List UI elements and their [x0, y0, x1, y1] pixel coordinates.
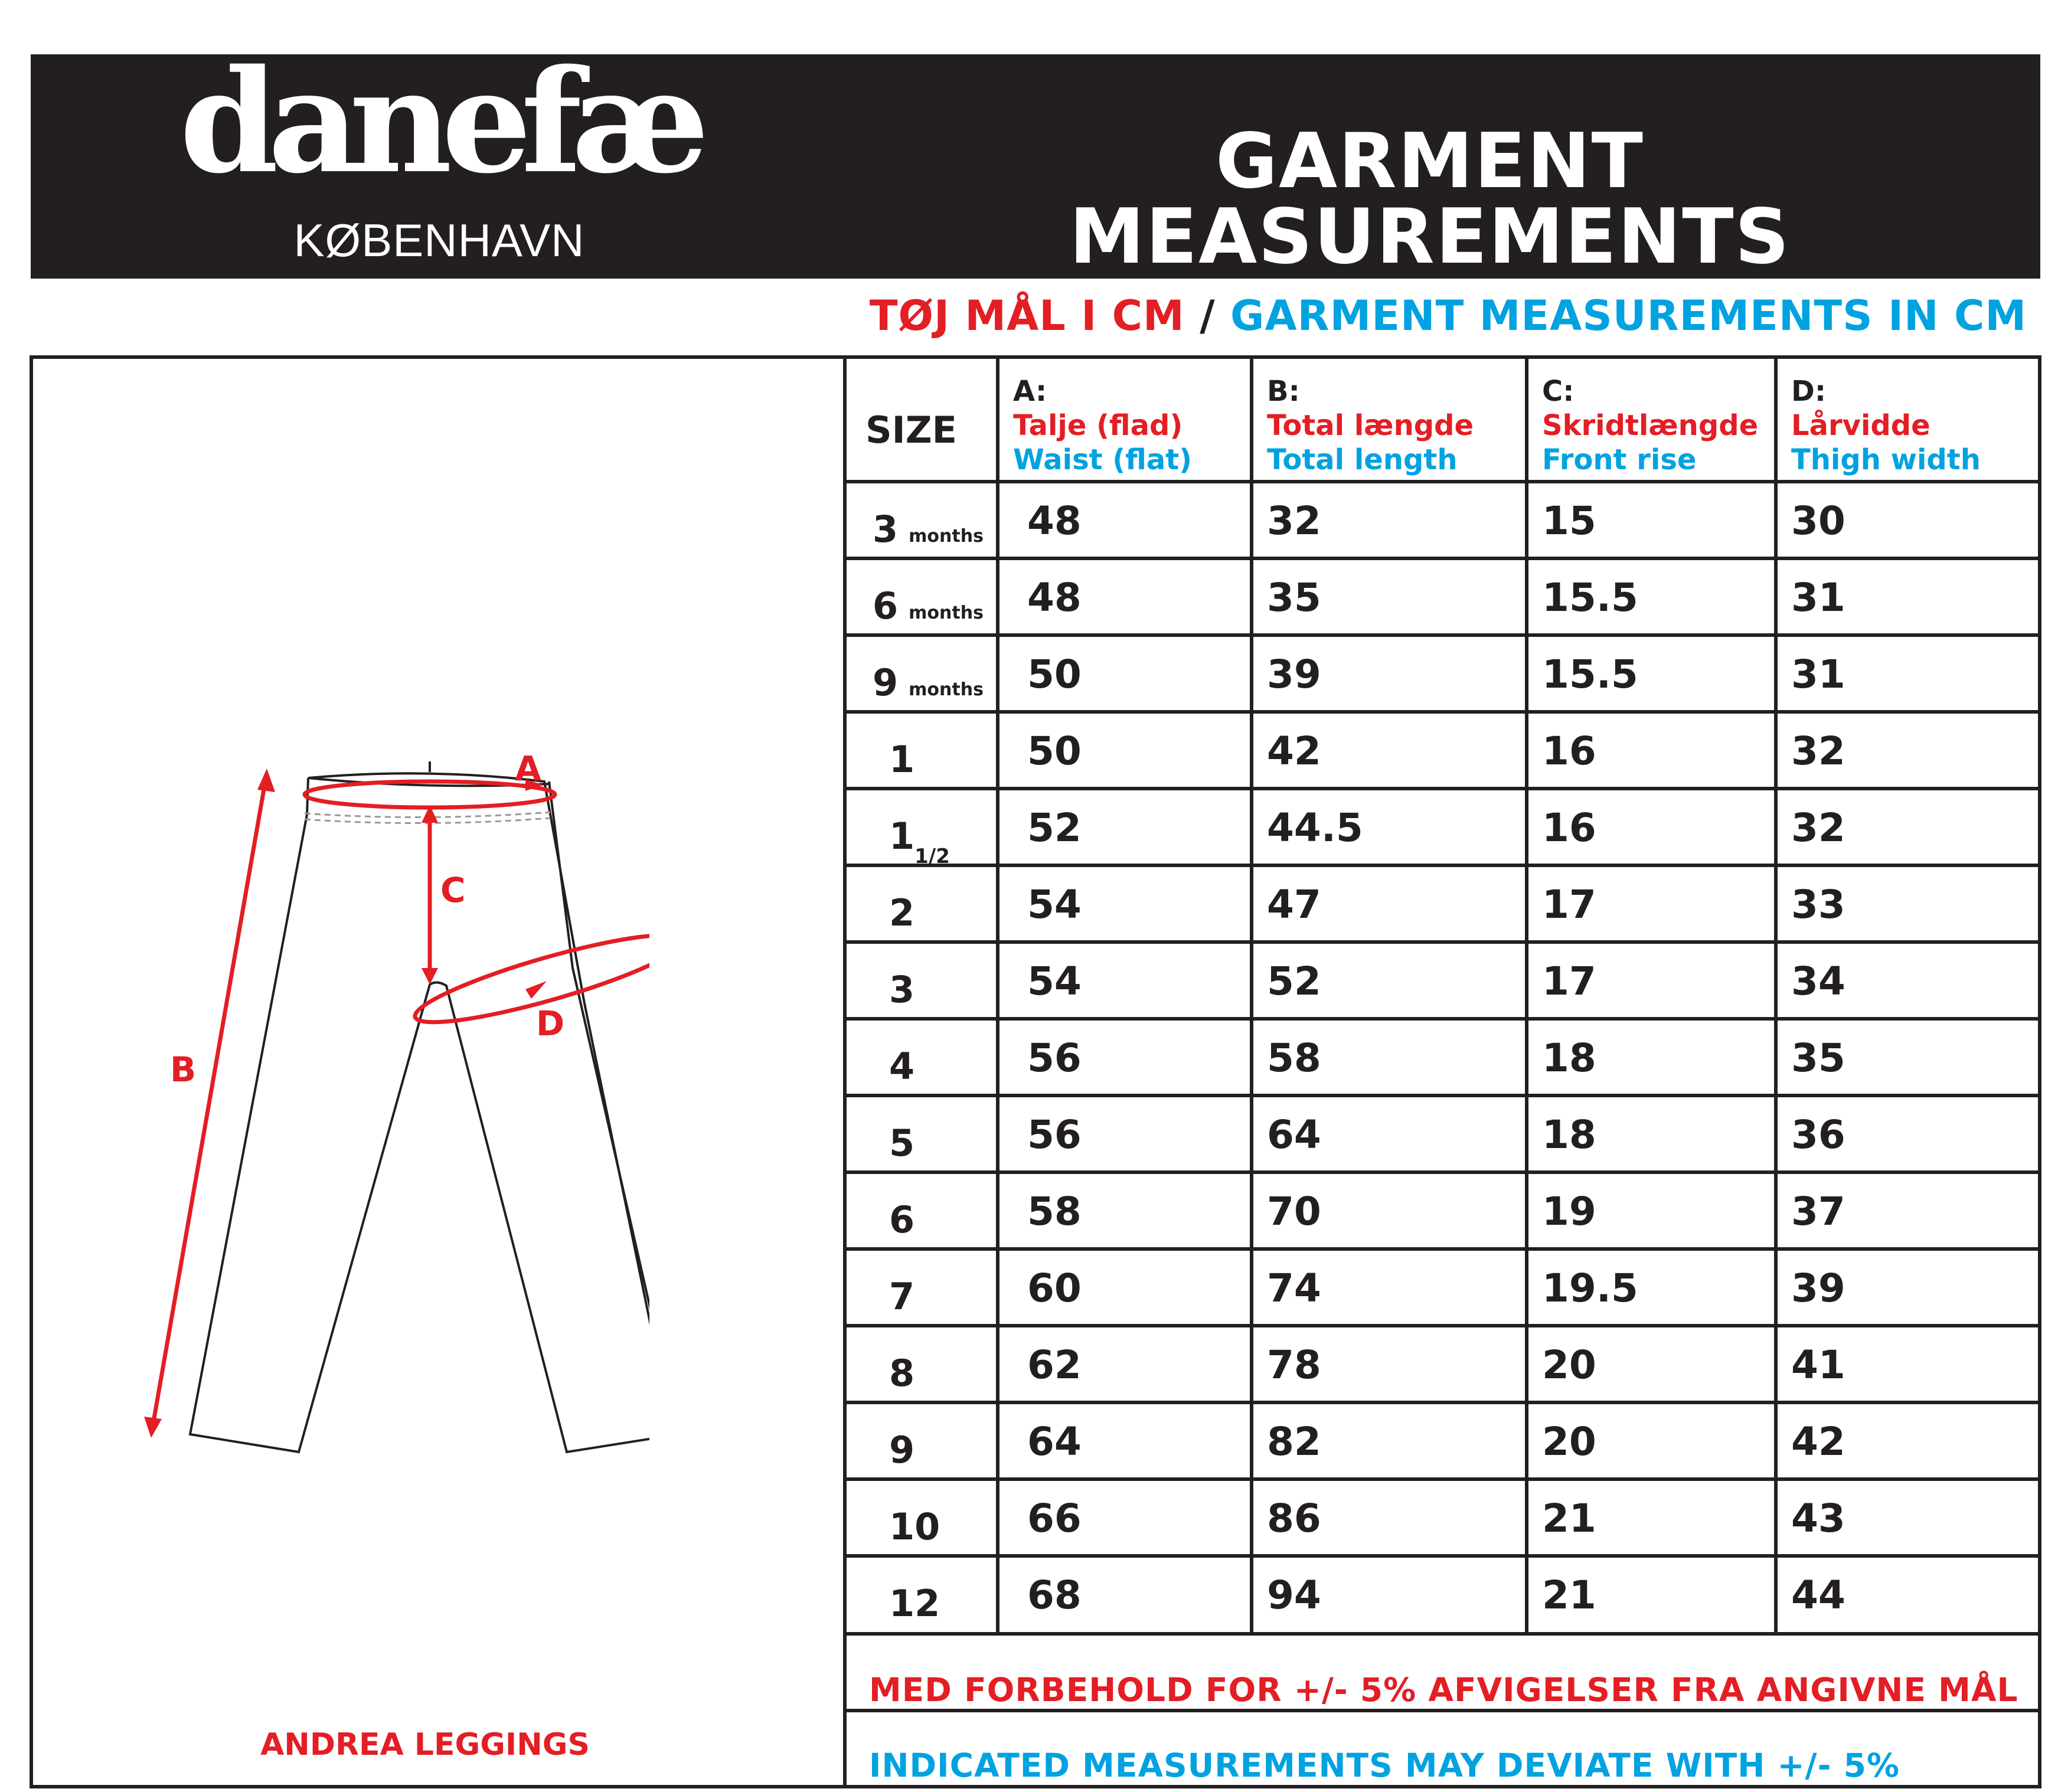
measurement-a: 60	[1027, 1265, 1082, 1311]
size-value: 2	[889, 891, 915, 934]
measurement-a: 54	[1027, 959, 1082, 1004]
size-value: 8	[889, 1352, 915, 1395]
measurement-b: 86	[1267, 1496, 1321, 1541]
measurement-d: 31	[1791, 652, 1845, 697]
row-divider	[847, 1017, 2038, 1021]
size-label	[889, 738, 915, 781]
garment-outline	[308, 773, 649, 1434]
measurement-a: 56	[1027, 1035, 1082, 1081]
size-value: 7	[889, 1275, 915, 1318]
size-value: 3	[873, 508, 899, 551]
column-header-a	[1013, 374, 1192, 477]
measurement-a: 50	[1027, 652, 1082, 697]
measurement-a: 48	[1027, 498, 1082, 544]
measurement-d: 44	[1791, 1572, 1845, 1618]
column-header-key: C:	[1542, 375, 1575, 408]
brand-city: KØBENHAVN	[293, 214, 585, 266]
measurement-a: 54	[1027, 882, 1082, 927]
column-header-key: A:	[1013, 375, 1047, 408]
column-header-danish: Lårvidde	[1791, 409, 1930, 442]
measurement-a: 64	[1027, 1419, 1082, 1464]
row-divider	[847, 1554, 2038, 1558]
row-divider	[847, 710, 2038, 714]
size-value: 4	[889, 1045, 915, 1088]
leggings-diagram	[118, 744, 649, 1476]
column-header-danish: Skridtlængde	[1542, 409, 1759, 442]
size-label	[873, 508, 984, 551]
row-divider	[847, 1477, 2038, 1481]
size-label	[889, 1428, 915, 1471]
row-divider	[847, 633, 2038, 637]
measurement-b: 52	[1267, 959, 1321, 1004]
measurement-d: 34	[1791, 959, 1845, 1004]
size-unit: months	[909, 679, 984, 700]
page-title: GARMENT MEASUREMENTS	[1069, 117, 1791, 281]
measurement-b: 35	[1267, 575, 1321, 620]
measurement-c: 17	[1542, 959, 1596, 1004]
measurement-c: 20	[1542, 1419, 1596, 1464]
column-divider	[1774, 359, 1778, 1634]
measurement-d: 32	[1791, 805, 1845, 851]
brand-logo: danefæ	[179, 38, 699, 205]
size-label	[889, 1505, 940, 1548]
size-label	[889, 1121, 915, 1165]
measurement-c: 21	[1542, 1496, 1596, 1541]
measurement-a: 50	[1027, 728, 1082, 774]
measurement-b: 47	[1267, 882, 1321, 927]
column-divider	[1250, 359, 1253, 1634]
measurement-d: 39	[1791, 1265, 1845, 1311]
product-name: ANDREA LEGGINGS	[260, 1727, 590, 1762]
measurement-d: 36	[1791, 1112, 1845, 1157]
row-divider	[847, 1170, 2038, 1174]
row-divider	[847, 864, 2038, 867]
label-d: D	[536, 1003, 565, 1044]
size-value: 6	[873, 584, 899, 627]
size-value: 1	[889, 738, 915, 781]
size-value: 3	[889, 968, 915, 1011]
subtitle-english: GARMENT MEASUREMENTS IN CM	[1230, 292, 2027, 340]
measurement-c: 19	[1542, 1189, 1596, 1234]
column-header-key: D:	[1791, 375, 1827, 408]
row-divider	[847, 1401, 2038, 1404]
size-label	[889, 1352, 915, 1395]
column-header-key: B:	[1267, 375, 1300, 408]
measurement-b: 64	[1267, 1112, 1321, 1157]
size-fraction: 1/2	[914, 845, 950, 868]
measurement-c: 18	[1542, 1035, 1596, 1081]
size-label	[889, 815, 950, 868]
measurement-c: 16	[1542, 805, 1596, 851]
size-value: 9	[889, 1428, 915, 1471]
measurement-d: 35	[1791, 1035, 1845, 1081]
size-value: 5	[889, 1121, 915, 1165]
measurement-c: 15.5	[1542, 575, 1638, 620]
measurement-d: 30	[1791, 498, 1845, 544]
row-divider	[847, 1247, 2038, 1251]
measurement-d: 42	[1791, 1419, 1845, 1464]
size-value: 1	[889, 815, 915, 858]
subtitle-danish: TØJ MÅL I CM	[869, 292, 1185, 340]
measurement-c: 19.5	[1542, 1265, 1638, 1311]
header-bar	[31, 38, 2040, 281]
label-c: C	[440, 870, 466, 910]
row-divider	[847, 940, 2038, 944]
measurement-c: 15.5	[1542, 652, 1638, 697]
measurement-a: 62	[1027, 1342, 1082, 1388]
size-label	[889, 1045, 915, 1088]
measurement-b: 82	[1267, 1419, 1321, 1464]
label-b: B	[170, 1049, 197, 1090]
column-header-c	[1542, 374, 1758, 477]
row-divider	[847, 1632, 2038, 1636]
label-a: A	[515, 748, 541, 789]
column-header-english: Total length	[1267, 443, 1458, 476]
column-divider	[1525, 359, 1528, 1634]
size-label	[873, 584, 984, 627]
row-divider	[847, 1094, 2038, 1097]
measurement-d: 32	[1791, 728, 1845, 774]
measurement-c: 15	[1542, 498, 1596, 544]
measurement-b: 58	[1267, 1035, 1321, 1081]
size-label	[889, 1275, 915, 1318]
measurement-d: 43	[1791, 1496, 1845, 1541]
size-label	[889, 1198, 915, 1241]
measurement-b: 44.5	[1267, 805, 1363, 851]
subtitle	[869, 292, 2027, 340]
measurement-b: 70	[1267, 1189, 1321, 1234]
measurement-b: 74	[1267, 1265, 1321, 1311]
subtitle-separator: /	[1200, 292, 1216, 340]
row-divider	[847, 480, 2038, 483]
measurement-a: 68	[1027, 1572, 1082, 1618]
measurement-a: 52	[1027, 805, 1082, 851]
size-value: 9	[873, 661, 899, 704]
measurement-a: 58	[1027, 1189, 1082, 1234]
size-unit: months	[909, 526, 984, 547]
disclaimer-danish: MED FORBEHOLD FOR +/- 5% AFVIGELSER FRA ANGIVNE MÅL	[869, 1671, 2018, 1709]
column-divider	[996, 359, 999, 1634]
size-label	[889, 1582, 940, 1625]
measurement-d: 33	[1791, 882, 1845, 927]
measurement-d: 37	[1791, 1189, 1845, 1234]
column-header-danish: Total længde	[1267, 409, 1474, 442]
size-value: 6	[889, 1198, 915, 1241]
row-divider	[847, 557, 2038, 560]
size-value: 12	[889, 1582, 940, 1625]
row-divider	[847, 1324, 2038, 1327]
size-label	[889, 891, 915, 934]
measurement-c: 17	[1542, 882, 1596, 927]
thigh-measure-mark	[409, 920, 649, 1037]
column-header-english: Thigh width	[1791, 443, 1981, 476]
size-unit: months	[909, 603, 984, 623]
measurement-c: 20	[1542, 1342, 1596, 1388]
measurement-c: 16	[1542, 728, 1596, 774]
size-label	[889, 968, 915, 1011]
measurement-a: 66	[1027, 1496, 1082, 1541]
measurement-c: 21	[1542, 1572, 1596, 1618]
disclaimer-english: INDICATED MEASUREMENTS MAY DEVIATE WITH +/- 5%	[869, 1747, 1900, 1784]
row-divider	[847, 1709, 2038, 1712]
measurement-b: 42	[1267, 728, 1321, 774]
measurement-b: 94	[1267, 1572, 1321, 1618]
column-header-english: Front rise	[1542, 443, 1697, 476]
size-column-header: SIZE	[865, 408, 958, 452]
size-label	[873, 661, 984, 704]
measurement-a: 56	[1027, 1112, 1082, 1157]
measurement-b: 78	[1267, 1342, 1321, 1388]
column-header-d	[1791, 374, 1981, 477]
measurement-d: 41	[1791, 1342, 1845, 1388]
measurement-b: 32	[1267, 498, 1321, 544]
column-header-english: Waist (flat)	[1013, 443, 1193, 476]
measurement-d: 31	[1791, 575, 1845, 620]
size-value: 10	[889, 1505, 940, 1548]
size-table	[843, 355, 2041, 1788]
measurement-a: 48	[1027, 575, 1082, 620]
measurement-b: 39	[1267, 652, 1321, 697]
row-divider	[847, 787, 2038, 790]
column-header-danish: Talje (flad)	[1013, 409, 1183, 442]
column-header-b	[1267, 374, 1474, 477]
measurement-c: 18	[1542, 1112, 1596, 1157]
